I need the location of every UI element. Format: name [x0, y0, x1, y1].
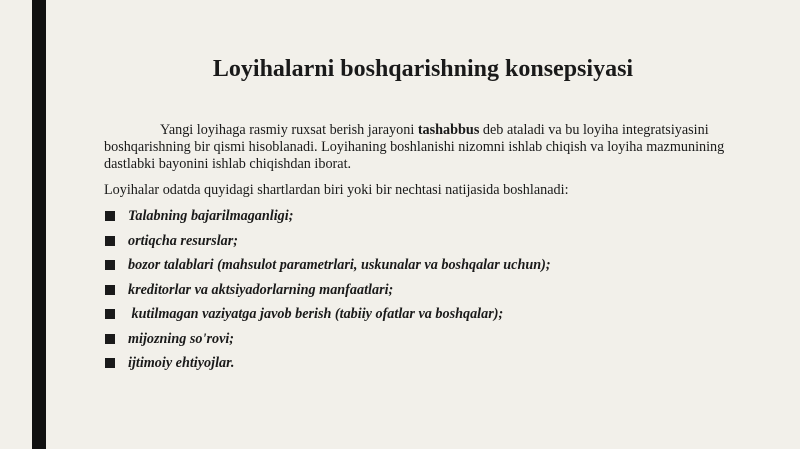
- list-item: [104, 331, 744, 356]
- slide-title: Loyihalarni boshqarishning konsepsiyasi: [212, 56, 634, 82]
- list-item-text: kreditorlar va aktsiyadorlarning manfaatlari;: [128, 281, 394, 298]
- list-item-text: bozor talablari (mahsulot parametrlari, uskunalar va boshqalar uchun);: [128, 257, 551, 273]
- square-bullet-icon: [105, 334, 115, 344]
- square-bullet-icon: [105, 260, 115, 270]
- condition-list: [104, 208, 744, 380]
- list-item: [104, 355, 744, 380]
- list-item-text: ortiqcha resurslar;: [128, 232, 238, 249]
- side-accent-bar: [32, 0, 46, 449]
- lead-sentence: Loyihalar odatda quyidagi shartlardan biri yoki bir nechtasi natijasida boshlanadi:: [104, 182, 569, 198]
- square-bullet-icon: [105, 211, 115, 221]
- slide-content: [104, 122, 744, 380]
- list-item: [104, 282, 744, 307]
- list-item: [104, 233, 744, 258]
- square-bullet-icon: [105, 358, 115, 368]
- list-item: [104, 257, 744, 282]
- intro-text-before: Yangi loyihaga rasmiy ruxsat berish jarayoni: [160, 122, 418, 138]
- list-item-text: Talabning bajarilmaganligi;: [128, 208, 294, 224]
- square-bullet-icon: [105, 285, 115, 295]
- list-item: [104, 208, 744, 233]
- square-bullet-icon: [105, 236, 115, 246]
- list-item-text: ijtimoiy ehtiyojlar.: [128, 355, 235, 371]
- square-bullet-icon: [105, 309, 115, 319]
- intro-text-after: deb ataladi va bu loyiha integratsiyasini boshqarishning bir qismi hisoblanadi. Loyihaning boshlanishi nizomni ishlab chiqish va loyiha mazmunining dastlabki bayonini ishlab chiqishdan iborat.: [104, 122, 725, 172]
- list-item-text: mijozning so'rovi;: [128, 330, 235, 347]
- intro-bold-term: tashabbus: [417, 122, 480, 138]
- list-item: [104, 306, 744, 331]
- list-item-text: kutilmagan vaziyatga javob berish (tabiiy ofatlar va boshqalar);: [128, 306, 504, 322]
- intro-paragraph: [104, 122, 744, 173]
